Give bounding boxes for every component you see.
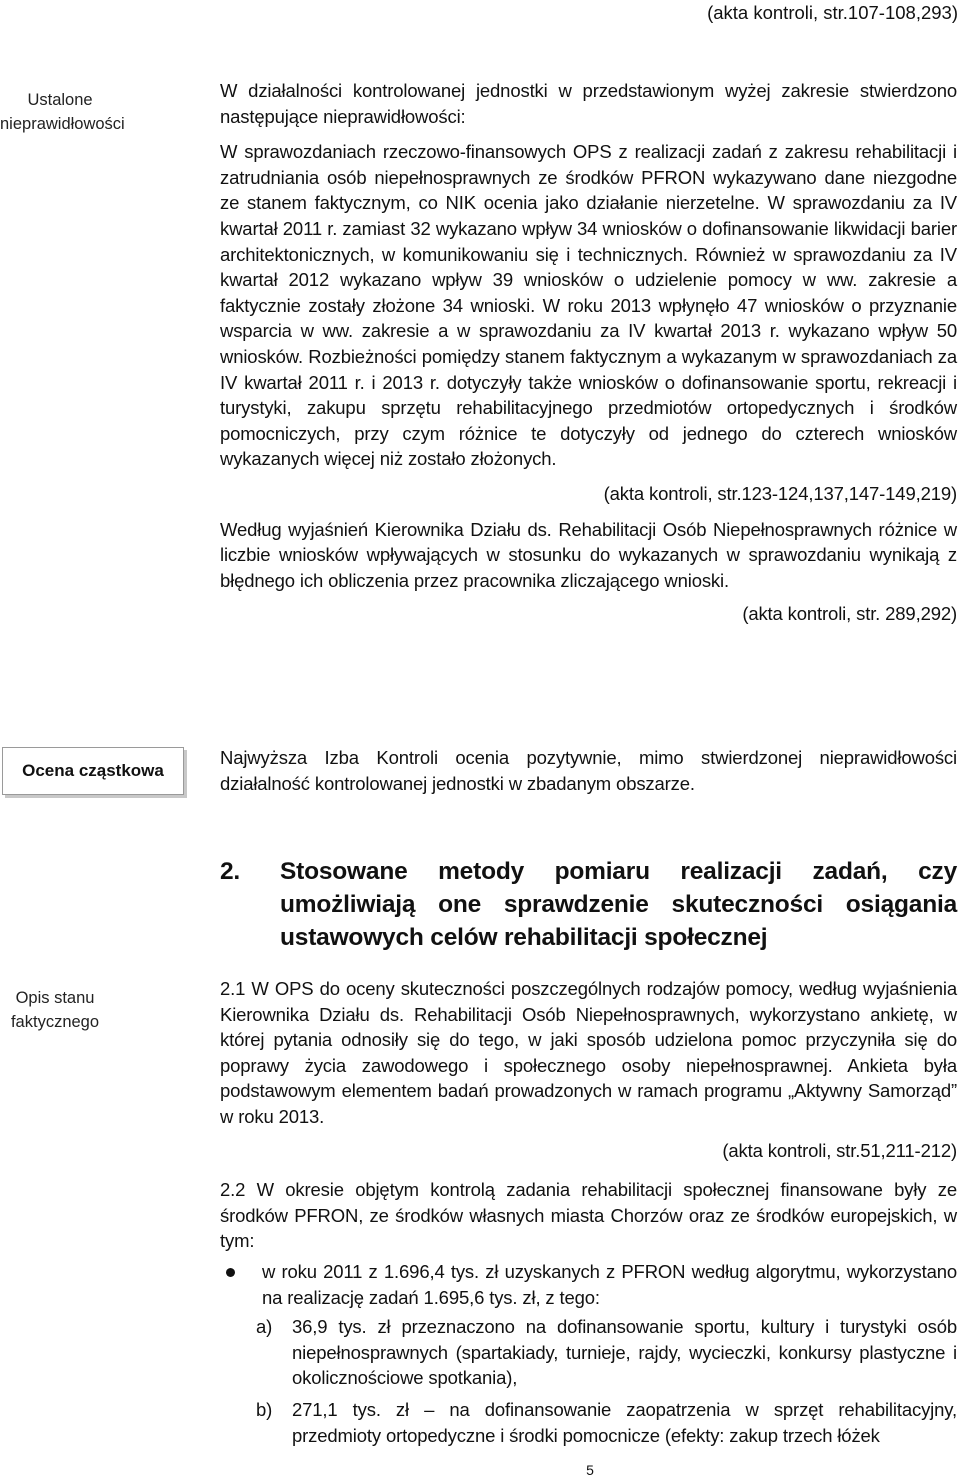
label-ustalone: Ustalone nieprawidłowości [0, 91, 125, 133]
paragraph-2-2: 2.2 W okresie objętym kontrolą zadania rehabilitacji społecznej finansowane były ze środków PFRON, ze środków własnych miasta Chorzów oraz ze środków europejskich, w tym: [220, 1179, 957, 1252]
section-2-heading [220, 855, 957, 954]
list-item-text: 36,9 tys. zł przeznaczono na dofinansowanie sportu, kultury i turystyki osób niepełnosprawnych (spartakiady, turnieje, rajdy, wycieczki, konkursy plastyczne i okolicznościowe spotkania), [292, 1316, 957, 1389]
findings-body: W sprawozdaniach rzeczowo-finansowych OPS z realizacji zadań z zakresu rehabilitacji i zatrudniania osób niepełnosprawnych ze środków PFRON wykazywano dane niezgodne ze stanem faktycznym, co NIK ocenia jako działanie nierzetelne. W sprawozdaniu za IV kwartał 2011 r. zamiast 32 wykazano wpływ 34 wniosków o dofinansowanie likwidacji barier architektonicznych, w komunikowaniu się i technicznych. Również w sprawozdaniu za IV kwartał 2012 wykazano wpływ 39 wniosków o udzielenie pomocy w ww. zakresie a faktycznie zostały złożone 34 wnioski. W roku 2013 wpłynęło 47 wniosków o przyznanie wsparcia w ww. zakresie a w sprawozdaniu za IV kwartał 2013 r. wykazano wpływ 50 wniosków. Rozbieżności pomiędzy stanem faktycznym a wykazanym w sprawozdaniach za IV kwartał 2011 r. i 2013 r. dotyczyły także wniosków o dofinansowanie sportu, rekreacji i turystyki, zakupu sprzętu rehabilitacyjnego przedmiotów ortopedycznych i środków pomocniczych, przy czym różnice te dotyczyły od jednego do czterech wniosków wykazanych więcej niż zostało złożonych. [220, 141, 957, 470]
paragraph-2-1: 2.1 W OPS do oceny skuteczności poszczególnych rodzajów pomocy, według wyjaśnienia Kierownika Działu ds. Rehabilitacji Osób Niepełnosprawnych, wykorzystano ankietę, w której pytania odnosiły się do tego, w jaki sposób udzielona pomoc przyczyniła się do poprawy życia zawodowego i społecznego osoby niepełnosprawnej. Ankieta była podstawowym elementem badań prowadzonych w ramach programu „Aktywny Samorząd” w roku 2013. [220, 978, 957, 1127]
findings-reference: (akta kontroli, str.123-124,137,147-149,219) [603, 482, 957, 504]
ocena-label: Ocena cząstkowa [22, 761, 164, 780]
top-reference: (akta kontroli, str.107-108,293) [707, 2, 958, 23]
bullet-icon [226, 1268, 235, 1277]
section-2-title: Stosowane metody pomiaru realizacji zadań, czy umożliwiają one sprawdzenie skuteczności osiągania ustawowych celów rehabilitacji społecznej [280, 858, 957, 951]
section-2-number: 2. [220, 858, 241, 885]
explanation-reference: (akta kontroli, str. 289,292) [742, 603, 957, 625]
section-2-body [220, 976, 957, 1448]
list-item [220, 1397, 957, 1448]
list-item-text: 271,1 tys. zł – na dofinansowanie zaopatrzenia w sprzęt rehabilitacyjny, przedmioty ortopedyczne i środki pomocnicze (efekty: zakup trzech łóżek [292, 1398, 957, 1446]
explanation-paragraph: Według wyjaśnień Kierownika Działu ds. Rehabilitacji Osób Niepełnosprawnych różnice w liczbie wniosków wpływających w stosunku do wykazanych w sprawozdaniu wynikają z błędnego ich obliczenia przez pracownika zliczającego wnioski. [220, 518, 957, 591]
ocena-paragraph: Najwyższa Izba Kontroli ocenia pozytywnie, mimo stwierdzonej nieprawidłowości działalność kontrolowanej jednostki w zbadanym obszarze. [220, 747, 957, 794]
list-marker: a) [256, 1316, 273, 1338]
findings-intro: W działalności kontrolowanej jednostki w przedstawionym wyżej zakresie stwierdzono następujące nieprawidłowości: [220, 80, 957, 127]
list-item [220, 1314, 957, 1391]
bullet-text: w roku 2011 z 1.696,4 tys. zł uzyskanych z PFRON według algorytmu, wykorzystano na realizację zadań 1.695,6 tys. zł, z tego: [262, 1260, 957, 1308]
label-opis: Opis stanu faktycznego [10, 989, 100, 1031]
bullet-item [220, 1259, 957, 1310]
ocena-label-box [2, 747, 184, 795]
list-marker: b) [256, 1398, 273, 1420]
section-findings [220, 78, 957, 627]
paragraph-2-1-reference: (akta kontroli, str.51,211-212) [722, 1139, 957, 1161]
page-number: 5 [586, 1462, 594, 1478]
